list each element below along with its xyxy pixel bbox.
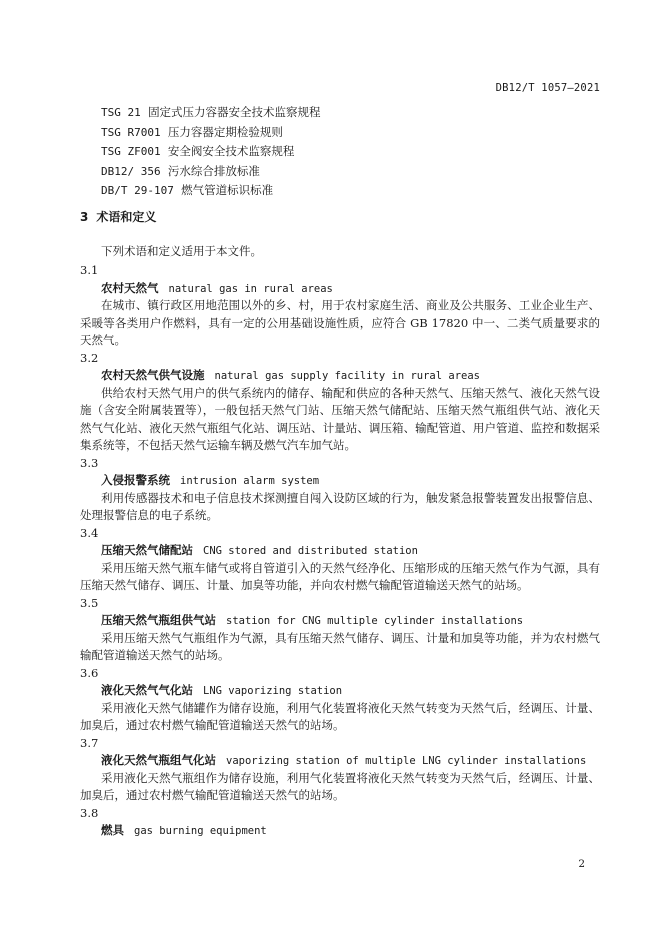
term-definition: 采用液化天然气储罐作为储存设施，利用气化装置将液化天然气转变为天然气后，经调压、计量、加臭后，通过农村燃气输配管道输送天然气的站场。	[80, 700, 600, 732]
term-name-en: CNG stored and distributed station	[203, 545, 418, 557]
term-name-en: gas burning equipment	[134, 825, 267, 837]
term-name-zh: 压缩天然气储配站	[101, 543, 193, 557]
term-name-en: vaporizing station of multiple LNG cylinder installations	[226, 755, 587, 767]
page-number: 2	[578, 858, 585, 870]
document-code-header: DB12/T 1057—2021	[495, 82, 600, 94]
reference-code: TSG R7001	[101, 125, 161, 139]
term-name-zh: 入侵报警系统	[101, 473, 170, 487]
reference-code: DB/T 29-107	[101, 184, 174, 197]
term-number: 3.1	[80, 263, 99, 277]
term-name-en: natural gas in rural areas	[168, 282, 333, 295]
term-name-en: natural gas supply facility in rural areas	[214, 370, 481, 382]
terms-list	[80, 262, 600, 840]
term-name-zh: 农村天然气	[101, 280, 159, 295]
term-definition: 利用传感器技术和电子信息技术探测擅自闯入设防区域的行为，触发紧急报警装置发出报警信息、处理报警信息的电子系统。	[80, 490, 600, 522]
reference-title: 压力容器定期检验规则	[167, 124, 283, 139]
reference-code: TSG ZF001	[101, 145, 161, 158]
term-name-zh: 液化天然气瓶组气化站	[101, 753, 216, 767]
term-definition: 采用压缩天然气气瓶组作为气源，具有压缩天然气储存、调压、计量和加臭等功能，并为农村燃气输配管道输送天然气的站场。	[80, 630, 600, 662]
section-intro: 下列术语和定义适用于本文件。	[101, 244, 262, 258]
term-name-zh: 液化天然气气化站	[101, 683, 193, 697]
reference-title: 固定式压力容器安全技术监察规程	[148, 105, 321, 119]
term-heading	[80, 682, 600, 700]
reference-title: 污水综合排放标准	[167, 163, 260, 178]
section-title: 术语和定义	[96, 210, 157, 224]
term-number: 3.7	[80, 735, 99, 750]
term-number: 3.2	[80, 350, 99, 365]
term-name-en: LNG vaporizing station	[203, 685, 343, 697]
term-definition: 采用压缩天然气瓶车储气或将自管道引入的天然气经净化、压缩形成的压缩天然气作为气源，具有压缩天然气储存、调压、计量、加臭等功能，并向农村燃气输配管道输送天然气的站场。	[80, 560, 600, 592]
reference-title: 燃气管道标识标准	[181, 183, 274, 197]
term-name-zh: 农村天然气供气设施	[101, 368, 205, 382]
term-heading	[80, 280, 600, 298]
term-name-zh: 燃具	[101, 823, 124, 837]
reference-item	[101, 103, 321, 123]
reference-item	[101, 162, 321, 182]
term-heading	[80, 612, 600, 630]
term-heading	[80, 367, 600, 385]
term-number: 3.6	[80, 665, 99, 680]
reference-code: DB12/ 356	[101, 164, 161, 178]
term-definition: 供给农村天然气用户的供气系统内的储存、输配和供应的各种天然气、压缩天然气、液化天然气设施（含安全附属装置等），一般包括天然气门站、压缩天然气储配站、压缩天然气瓶组供气站、液化天然气气化站、液化天然气瓶组气化站、调压站、计量站、调压箱、输配管道、用户管道、监控和数据采集系统等，不包括天然气运输车辆及燃气汽车加气站。	[80, 385, 600, 452]
term-number: 3.8	[80, 805, 99, 820]
term-heading	[80, 752, 600, 770]
term-number: 3.3	[80, 455, 99, 470]
term-definition: 在城市、镇行政区用地范围以外的乡、村，用于农村家庭生活、商业及公共服务、工业企业生产、采暖等各类用户作燃料，具有一定的公用基础设施性质，应符合 GB 17820 中一、二类气质量要求的天然气。	[80, 298, 600, 347]
term-definition: 采用液化天然气瓶组作为储存设施，利用气化装置将液化天然气转变为天然气后，经调压、计量、加臭后，通过农村燃气输配管道输送天然气的站场。	[80, 770, 600, 802]
term-heading	[80, 822, 600, 840]
normative-references-list	[101, 103, 321, 201]
term-name-en: intrusion alarm system	[180, 475, 320, 487]
reference-item	[101, 142, 321, 162]
section-heading	[80, 208, 156, 225]
section-number: 3	[80, 210, 89, 224]
term-name-en: station for CNG multiple cylinder installations	[226, 615, 524, 627]
term-heading	[80, 542, 600, 560]
term-number: 3.5	[80, 595, 99, 610]
reference-item	[101, 181, 321, 201]
reference-code: TSG 21	[101, 106, 141, 119]
term-name-zh: 压缩天然气瓶组供气站	[101, 613, 216, 627]
reference-title: 安全阀安全技术监察规程	[167, 144, 295, 158]
reference-item	[101, 123, 321, 143]
term-number: 3.4	[80, 525, 99, 540]
term-heading	[80, 472, 600, 490]
